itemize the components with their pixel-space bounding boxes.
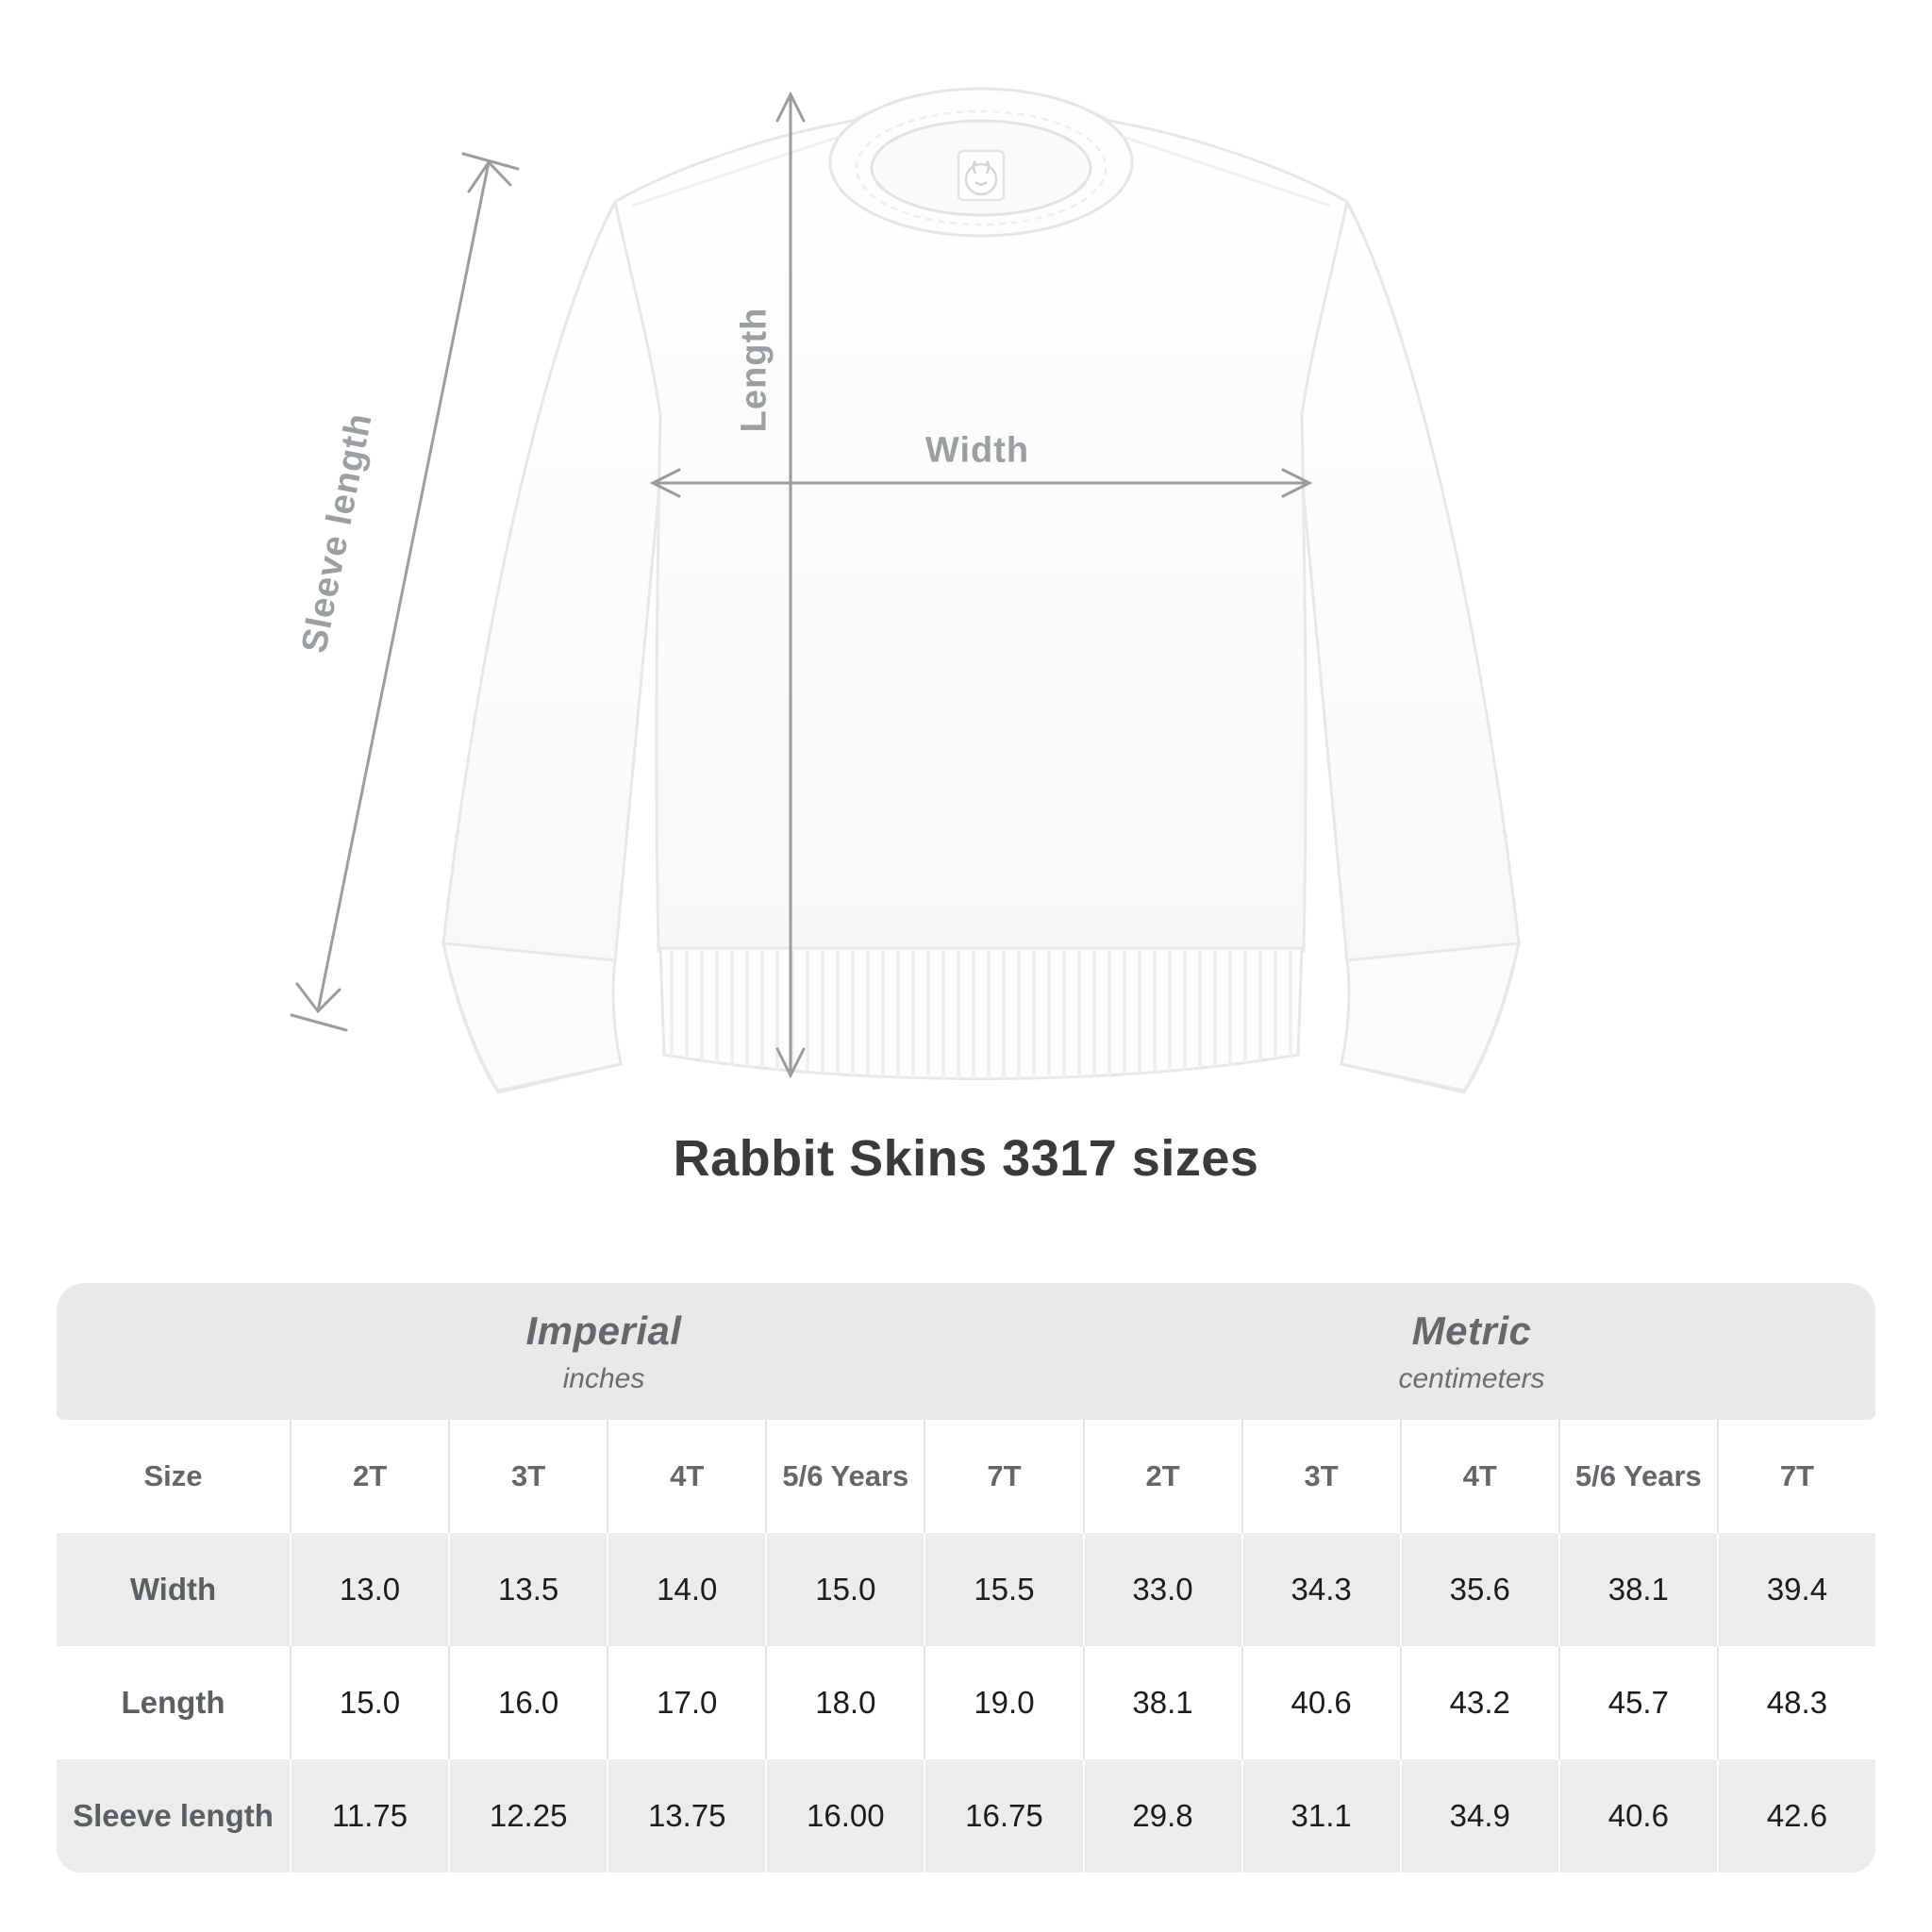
size-table <box>57 1283 1875 1873</box>
hem-band-ribbing <box>660 948 1302 1079</box>
table-cell: 18.0 <box>765 1646 924 1759</box>
table-cell: 13.75 <box>607 1759 765 1873</box>
table-cell: 13.0 <box>290 1533 448 1646</box>
units-header-band <box>57 1283 1875 1420</box>
imperial-label: Imperial <box>525 1307 682 1353</box>
table-cell: 12.25 <box>448 1759 607 1873</box>
row-label-width: Width <box>57 1533 290 1646</box>
table-cell: 15.0 <box>290 1646 448 1759</box>
table-cell: 31.1 <box>1241 1759 1400 1873</box>
table-cell: 16.75 <box>924 1759 1082 1873</box>
row-label-length: Length <box>57 1646 290 1759</box>
table-cell: 16.00 <box>765 1759 924 1873</box>
table-cell: 40.6 <box>1241 1646 1400 1759</box>
sleeve-length-dimension-label: Sleeve length <box>294 409 380 657</box>
width-dimension-label: Width <box>924 430 1030 471</box>
table-cell: 42.6 <box>1717 1759 1875 1873</box>
size-header-imperial-7t: 7T <box>924 1420 1082 1533</box>
table-cell: 16.0 <box>448 1646 607 1759</box>
table-cell: 29.8 <box>1083 1759 1241 1873</box>
size-header-metric-7t: 7T <box>1717 1420 1875 1533</box>
table-cell: 33.0 <box>1083 1533 1241 1646</box>
size-column-header: Size <box>57 1420 290 1533</box>
size-header-metric-56y: 5/6 Years <box>1558 1420 1717 1533</box>
right-cuff <box>1341 943 1519 1091</box>
size-header-metric-4t: 4T <box>1400 1420 1558 1533</box>
row-label-sleeve-length: Sleeve length <box>57 1759 290 1873</box>
table-cell: 15.0 <box>765 1533 924 1646</box>
table-cell: 45.7 <box>1558 1646 1717 1759</box>
table-cell: 39.4 <box>1717 1533 1875 1646</box>
table-cell: 11.75 <box>290 1759 448 1873</box>
size-grid <box>57 1420 1875 1873</box>
metric-section-header <box>1398 1308 1544 1395</box>
table-cell: 14.0 <box>607 1533 765 1646</box>
metric-label: Metric <box>1411 1307 1532 1353</box>
page-title: Rabbit Skins 3317 sizes <box>673 1130 1259 1187</box>
size-header-imperial-56y: 5/6 Years <box>765 1420 924 1533</box>
left-cuff <box>443 943 621 1091</box>
table-cell: 15.5 <box>924 1533 1082 1646</box>
size-header-imperial-3t: 3T <box>448 1420 607 1533</box>
table-cell: 43.2 <box>1400 1646 1558 1759</box>
table-cell: 40.6 <box>1558 1759 1717 1873</box>
table-cell: 48.3 <box>1717 1646 1875 1759</box>
length-dimension-label: Length <box>734 307 774 433</box>
table-cell: 19.0 <box>924 1646 1082 1759</box>
table-cell: 38.1 <box>1558 1533 1717 1646</box>
size-header-metric-3t: 3T <box>1241 1420 1400 1533</box>
table-cell: 34.3 <box>1241 1533 1400 1646</box>
table-cell: 38.1 <box>1083 1646 1241 1759</box>
table-cell: 17.0 <box>607 1646 765 1759</box>
imperial-unit-label: inches <box>562 1362 645 1394</box>
size-header-imperial-4t: 4T <box>607 1420 765 1533</box>
imperial-section-header <box>525 1308 681 1395</box>
table-cell: 34.9 <box>1400 1759 1558 1873</box>
table-cell: 35.6 <box>1400 1533 1558 1646</box>
metric-unit-label: centimeters <box>1398 1362 1545 1394</box>
table-cell: 13.5 <box>448 1533 607 1646</box>
size-header-imperial-2t: 2T <box>290 1420 448 1533</box>
size-header-metric-2t: 2T <box>1083 1420 1241 1533</box>
neck-tag <box>958 151 1004 200</box>
